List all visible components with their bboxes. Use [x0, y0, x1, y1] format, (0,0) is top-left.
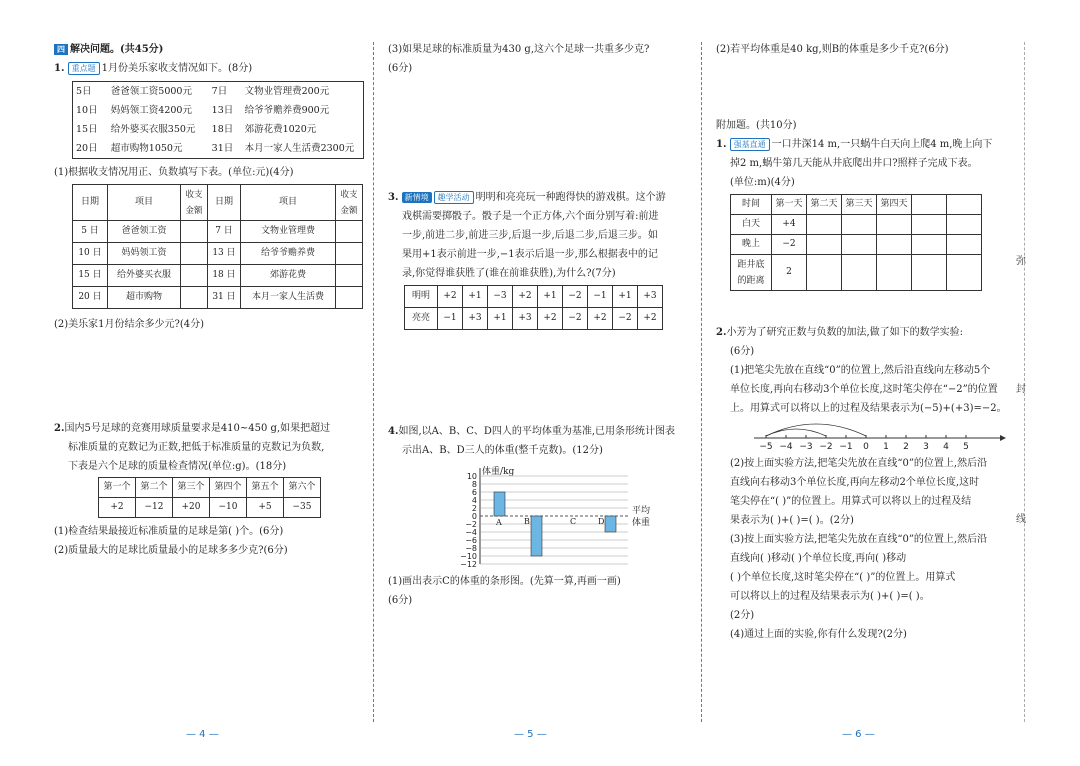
table-cell: 本月一家人生活费 — [241, 287, 336, 309]
question-text: 小芳为了研究正数与负数的加法,做了如下的数学实验: — [726, 327, 964, 338]
table-cell: +20 — [173, 498, 210, 518]
binding-mark: 线 — [1016, 514, 1026, 525]
record-cell: 本月一家人生活费2300元 — [244, 143, 355, 154]
question-text: (6分) — [730, 346, 755, 357]
table-cell — [947, 215, 982, 235]
table-header: 第二天 — [807, 195, 842, 215]
table-header: 第六个 — [284, 478, 321, 498]
bonus-section-title: 附加题。(共10分) — [716, 120, 797, 131]
table-cell: +1 — [613, 286, 638, 308]
question-number: 2. — [54, 423, 65, 434]
question-text: (单位:m)(4分) — [730, 177, 795, 188]
column-divider — [373, 42, 374, 722]
row-label: 亮亮 — [405, 308, 438, 330]
y-tick-label: −10 — [460, 552, 477, 561]
table-cell: −2 — [563, 286, 588, 308]
record-cell: 10日 — [76, 105, 98, 116]
table-cell: +2 — [438, 286, 463, 308]
table-row — [73, 243, 363, 265]
table-cell: 郊游花费 — [241, 265, 336, 287]
number-tick-label: 3 — [923, 442, 929, 452]
table-header: 日期 — [208, 185, 241, 221]
bar-B — [531, 516, 542, 556]
y-tick-label: 10 — [466, 472, 477, 481]
record-cell: 15日 — [76, 124, 98, 135]
y-tick-label: −6 — [465, 536, 477, 545]
table-cell: 31 日 — [208, 287, 241, 309]
table-cell: 给外婆买衣服 — [108, 265, 181, 287]
answer-blank-cell — [181, 265, 208, 287]
record-row — [73, 82, 364, 102]
record-cell: 13日 — [211, 105, 234, 116]
table-cell: +1 — [538, 286, 563, 308]
record-cell: 超市购物1050元 — [110, 143, 183, 154]
page-number: — 4 — — [186, 729, 219, 740]
column-page-5 — [388, 40, 693, 610]
number-tick-label: −4 — [779, 442, 793, 452]
number-tick-label: −2 — [819, 442, 833, 452]
bar-A — [494, 492, 505, 516]
table-cell: +3 — [513, 308, 538, 330]
binding-mark: 封 — [1016, 384, 1026, 395]
bar-D — [605, 516, 616, 532]
y-tick-label: 6 — [471, 488, 477, 497]
table-cell: +2 — [538, 308, 563, 330]
record-cell: 爸爸领工资5000元 — [110, 86, 192, 97]
table-cell: +2 — [513, 286, 538, 308]
row-label: 距井底 — [737, 259, 765, 270]
question-text: 一口井深14 m,一只蜗牛白天向上爬4 m,晚上向下 — [771, 139, 993, 150]
question-part: 可以将以上的过程及结果表示为( )+( )=( )。 — [730, 591, 930, 602]
page-number: — 6 — — [842, 729, 875, 740]
answer-table — [72, 184, 363, 309]
bar-label-B: B — [524, 517, 530, 526]
table-cell — [877, 235, 912, 255]
question-text: 国内5号足球的竞赛用球质量要求是410~450 g,如果把超过 — [64, 423, 331, 434]
column-divider — [701, 42, 702, 722]
table-cell: +2 — [638, 308, 663, 330]
table-cell — [877, 215, 912, 235]
table-header: 第二个 — [136, 478, 173, 498]
income-expense-records — [72, 81, 364, 159]
table-row — [73, 265, 363, 287]
bar-label-D: D — [598, 517, 605, 526]
y-tick-label: −8 — [465, 544, 477, 553]
question-part: 直线向右移动3个单位长度,再向左移动2个单位长度,这时 — [730, 477, 980, 488]
question-text: 标准质量的克数记为正数,把低于标准质量的克数记为负数, — [68, 442, 325, 453]
table-cell: 给爷爷赡养费 — [241, 243, 336, 265]
section-number-icon: 四 — [54, 44, 68, 55]
question-part: 笔尖停在“( )”的位置上。用算式可以将以上的过程及结 — [730, 496, 972, 507]
table-cell — [877, 255, 912, 291]
table-cell: 10 日 — [73, 243, 108, 265]
y-tick-label: 0 — [471, 512, 477, 521]
ball-weight-table — [98, 477, 321, 518]
bar-label-C: C — [570, 517, 577, 526]
table-cell — [912, 255, 947, 291]
table-header: 项目 — [241, 185, 336, 221]
table-header: 收支金额 — [336, 185, 363, 221]
table-cell: 白天 — [731, 215, 772, 235]
question-part: (6分) — [388, 595, 413, 606]
question-part: ( )个单位长度,这时笔尖停在“( )”的位置上。用算式 — [730, 572, 956, 583]
table-cell — [807, 255, 842, 291]
question-text: 戏棋需要掷骰子。骰子是一个正方体,六个面分别写着:前进 — [402, 211, 659, 222]
table-cell: 5 日 — [73, 221, 108, 243]
table-cell: 15 日 — [73, 265, 108, 287]
row-label: 明明 — [405, 286, 438, 308]
question-part: 单位长度,再向右移动3个单位长度,这时笔尖停在“−2”的位置 — [730, 384, 998, 395]
number-tick-label: 4 — [943, 442, 949, 452]
table-cell: 20 日 — [73, 287, 108, 309]
question-text: 明明和亮亮玩一种跑得快的游戏棋。这个游 — [475, 192, 666, 203]
table-header: 第一个 — [99, 478, 136, 498]
table-header — [912, 195, 947, 215]
record-row — [73, 139, 364, 159]
record-cell: 文物业管理费200元 — [244, 86, 330, 97]
section-heading — [54, 40, 364, 59]
table-cell: −35 — [284, 498, 321, 518]
record-cell: 18日 — [211, 124, 234, 135]
weight-bar-chart — [448, 462, 688, 572]
record-cell: 7日 — [211, 86, 228, 97]
question-text: 1月份美乐家收支情况如下。(8分) — [101, 63, 253, 74]
move-left-arc — [766, 424, 866, 436]
question-part: (6分) — [388, 63, 413, 74]
record-cell: 20日 — [76, 143, 98, 154]
table-row — [405, 286, 663, 308]
table-cell: 晚上 — [731, 235, 772, 255]
table-header: 第三个 — [173, 478, 210, 498]
table-cell — [947, 235, 982, 255]
y-tick-label: −2 — [465, 520, 477, 529]
row-label: 的距离 — [737, 275, 765, 286]
section-title: 解决问题。(共45分) — [70, 44, 164, 55]
answer-blank-cell — [181, 287, 208, 309]
question-part: 直线向( )移动( )个单位长度,再向( )移动 — [730, 553, 907, 564]
answer-blank-cell — [336, 221, 363, 243]
question-text: 掉2 m,蜗牛第几天能从井底爬出井口?照样子完成下表。 — [730, 158, 978, 169]
question-text: 果用+1表示前进一步,−1表示后退一步,那么根据表中的记 — [402, 249, 658, 260]
record-cell: 郊游花费1020元 — [244, 124, 317, 135]
table-header: 第四天 — [877, 195, 912, 215]
number-tick-label: 2 — [903, 442, 909, 452]
table-cell: 2 — [772, 255, 807, 291]
record-cell: 31日 — [211, 143, 234, 154]
number-tick-label: −3 — [799, 442, 813, 452]
question-number: 2. — [716, 327, 727, 338]
table-cell: 13 日 — [208, 243, 241, 265]
y-tick-label: 2 — [471, 504, 477, 513]
table-header — [947, 195, 982, 215]
y-tick-label: 4 — [471, 496, 477, 505]
page-number: — 5 — — [514, 729, 547, 740]
table-cell — [807, 235, 842, 255]
table-cell: 7 日 — [208, 221, 241, 243]
question-part: (1)检查结果最接近标准质量的足球是第( )个。(6分) — [54, 526, 284, 537]
answer-blank-cell — [336, 287, 363, 309]
table-cell: 文物业管理费 — [241, 221, 336, 243]
record-cell: 给外婆买衣服350元 — [110, 124, 196, 135]
question-number: 4. — [388, 426, 399, 437]
question-part: (2)按上面实验方法,把笔尖先放在直线“0”的位置上,然后沿 — [730, 458, 988, 469]
question-2 — [54, 419, 364, 438]
table-cell: +1 — [463, 286, 488, 308]
number-tick-label: −5 — [759, 442, 773, 452]
question-number: 1. — [716, 139, 727, 150]
question-part: (1)把笔尖先放在直线“0”的位置上,然后沿直线向左移动5个 — [730, 365, 991, 376]
table-cell: 超市购物 — [108, 287, 181, 309]
question-part: (2)若平均体重是40 kg,则B的体重是多少千克?(6分) — [716, 44, 949, 55]
snail-table — [730, 194, 982, 291]
question-part: (2)美乐家1月份结余多少元?(4分) — [54, 319, 205, 330]
table-cell: +1 — [488, 308, 513, 330]
question-part: (1)根据收支情况用正、负数填写下表。(单位:元)(4分) — [54, 167, 294, 178]
move-right-arc — [766, 429, 826, 436]
table-row — [405, 308, 663, 330]
table-cell — [842, 235, 877, 255]
table-cell — [807, 215, 842, 235]
baseline-label: 平均 — [632, 506, 651, 516]
table-header: 第四个 — [210, 478, 247, 498]
table-cell: +4 — [772, 215, 807, 235]
question-part: (3)按上面实验方法,把笔尖先放在直线“0”的位置上,然后沿 — [730, 534, 988, 545]
table-cell: −1 — [438, 308, 463, 330]
baseline-label: 体重 — [632, 518, 651, 528]
answer-blank-cell — [336, 265, 363, 287]
table-cell: −12 — [136, 498, 173, 518]
table-header: 第一天 — [772, 195, 807, 215]
question-text: 示出A、B、D三人的体重(整千克数)。(12分) — [402, 445, 603, 456]
question-part: (3)如果足球的标准质量为430 g,这六个足球一共重多少克? — [388, 44, 650, 55]
record-row — [73, 120, 364, 139]
question-part: (1)画出表示C的体重的条形图。(先算一算,再画一画) — [388, 576, 621, 587]
foundation-tag: 强基直通 — [730, 138, 770, 151]
dice-record-table — [404, 285, 663, 330]
table-cell — [842, 215, 877, 235]
number-tick-label: 5 — [963, 442, 969, 452]
table-cell: −3 — [488, 286, 513, 308]
table-row — [73, 221, 363, 243]
bonus-question-1 — [716, 135, 1016, 154]
question-text: 如图,以A、B、C、D四人的平均体重为基准,已用条形统计图表 — [398, 426, 676, 437]
table-cell — [731, 255, 772, 291]
arrow-right-icon — [1000, 435, 1006, 441]
question-text: 一步,前进二步,前进三步,后退一步,后退二步,后退三步。如 — [402, 230, 658, 241]
question-part: 果表示为( )+( )=( )。(2分) — [730, 515, 854, 526]
answer-blank-cell — [336, 243, 363, 265]
table-cell: +3 — [463, 308, 488, 330]
table-cell — [912, 235, 947, 255]
number-tick-label: −1 — [839, 442, 853, 452]
fun-activity-tag: 趣学活动 — [434, 191, 474, 204]
question-text: 下表是六个足球的质量检查情况(单位:g)。(18分) — [68, 461, 287, 472]
table-cell: −2 — [613, 308, 638, 330]
question-text: 录,你觉得谁获胜了(谁在前谁获胜),为什么?(7分) — [402, 268, 616, 279]
table-cell: 妈妈领工资 — [108, 243, 181, 265]
question-1 — [54, 59, 364, 78]
key-question-tag: 重点题 — [68, 62, 100, 75]
table-cell: −10 — [210, 498, 247, 518]
table-header: 时间 — [731, 195, 772, 215]
table-cell — [842, 255, 877, 291]
table-cell — [947, 255, 982, 291]
table-header: 收支金额 — [181, 185, 208, 221]
bar-label-A: A — [496, 518, 502, 527]
number-line — [750, 418, 1010, 454]
question-number: 1. — [54, 63, 65, 74]
table-cell: −1 — [588, 286, 613, 308]
question-part: 上。用算式可以将以上的过程及结果表示为(−5)+(+3)=−2。 — [730, 403, 1007, 414]
number-tick-label: 1 — [883, 442, 889, 452]
table-cell: −2 — [563, 308, 588, 330]
table-cell: +3 — [638, 286, 663, 308]
table-cell: +2 — [588, 308, 613, 330]
record-row — [73, 101, 364, 120]
y-axis-label: 体重/kg — [482, 467, 515, 477]
table-cell: +2 — [99, 498, 136, 518]
question-part: (4)通过上面的实验,你有什么发现?(2分) — [730, 629, 907, 640]
table-cell: +5 — [247, 498, 284, 518]
column-page-6 — [716, 40, 1016, 644]
question-part: (2)质量最大的足球比质量最小的足球多多少克?(6分) — [54, 545, 288, 556]
table-row — [73, 287, 363, 309]
table-cell: 18 日 — [208, 265, 241, 287]
answer-blank-cell — [181, 243, 208, 265]
table-cell — [912, 215, 947, 235]
record-cell: 给爷爷赡养费900元 — [244, 105, 330, 116]
question-4 — [388, 422, 693, 441]
record-cell: 妈妈领工资4200元 — [110, 105, 192, 116]
number-tick-label: 0 — [863, 442, 869, 452]
new-context-tag: 新情境 — [402, 192, 432, 203]
y-tick-label: −12 — [460, 560, 477, 569]
table-cell: −2 — [772, 235, 807, 255]
question-number: 3. — [388, 192, 399, 203]
record-cell: 5日 — [76, 86, 92, 97]
answer-blank-cell — [181, 221, 208, 243]
table-cell: 爸爸领工资 — [108, 221, 181, 243]
y-tick-label: −4 — [465, 528, 477, 537]
binding-mark: 弥 — [1016, 256, 1026, 267]
table-header: 项目 — [108, 185, 181, 221]
bonus-question-2 — [716, 323, 1016, 342]
column-page-4 — [54, 40, 364, 560]
question-part: (2分) — [730, 610, 755, 621]
y-tick-label: 8 — [471, 480, 477, 489]
table-header: 第五个 — [247, 478, 284, 498]
table-header: 日期 — [73, 185, 108, 221]
question-3 — [388, 188, 693, 207]
table-header: 第三天 — [842, 195, 877, 215]
